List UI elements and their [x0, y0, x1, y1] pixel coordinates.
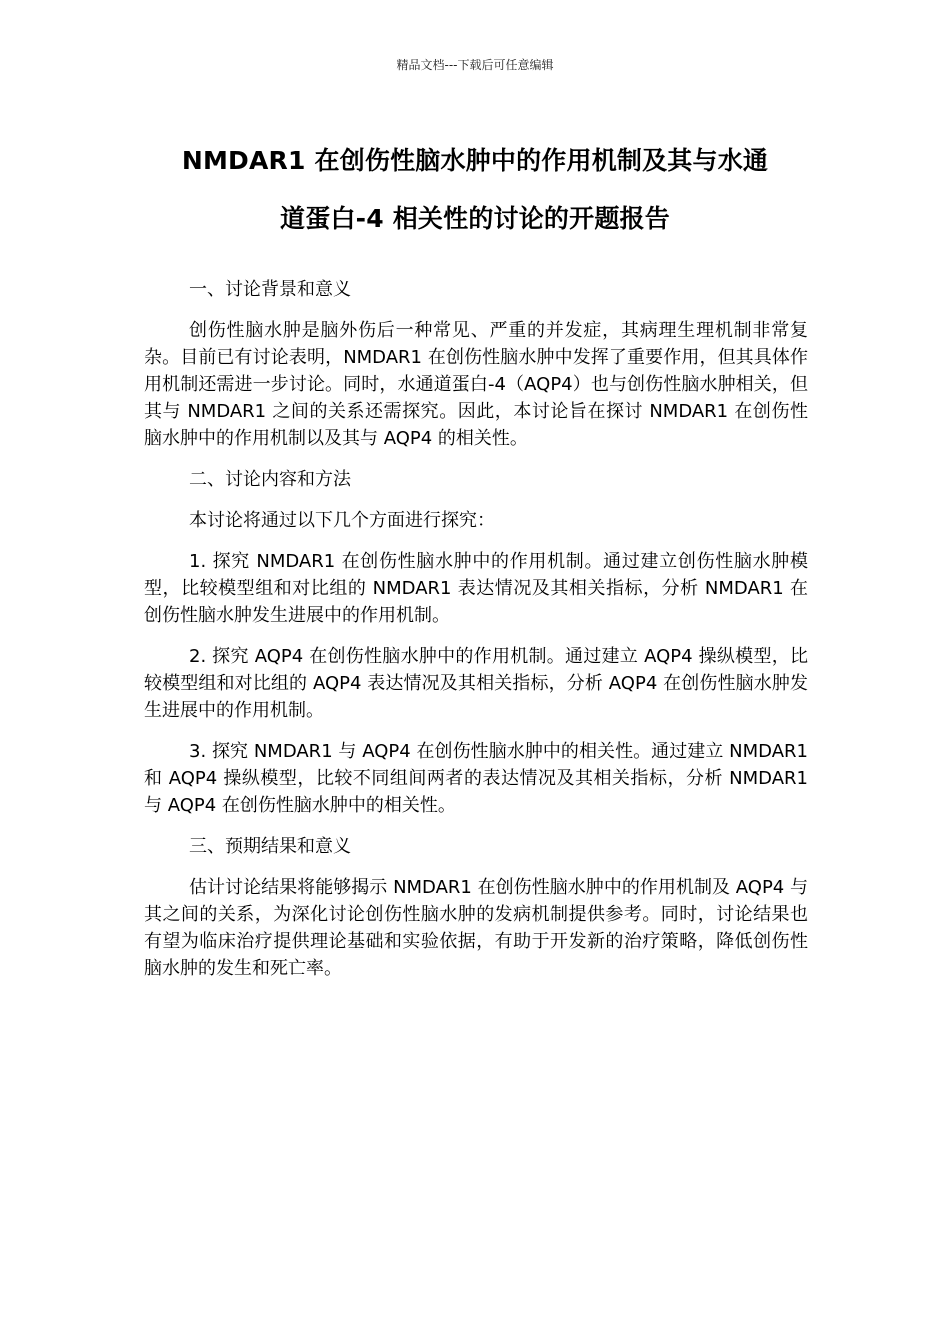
paragraph-method-item-2: 2. 探究 AQP4 在创伤性脑水肿中的作用机制。通过建立 AQP4 操纵模型，比较模型组和对比组的 AQP4 表达情况及其相关指标，分析 AQP4 在创伤性脑水肿发生进展中的作用机制。 [144, 646, 808, 721]
document-body [144, 276, 808, 996]
document-title-line-2: 道蛋白-4 相关性的讨论的开题报告 [280, 204, 670, 233]
section-heading-content-methods: 二、讨论内容和方法 [189, 469, 351, 490]
paragraph-method-item-1: 1. 探究 NMDAR1 在创伤性脑水肿中的作用机制。通过建立创伤性脑水肿模型，比较模型组和对比组的 NMDAR1 表达情况及其相关指标，分析 NMDAR1 在创伤性脑水肿发生进展中的作用机制。 [144, 551, 808, 626]
paragraph-expected-results: 估计讨论结果将能够揭示 NMDAR1 在创伤性脑水肿中的作用机制及 AQP4 与其之间的关系，为深化讨论创伤性脑水肿的发病机制提供参考。同时，讨论结果也有望为临床治疗提供理论基础和实验依据，有助于开发新的治疗策略，降低创伤性脑水肿的发生和死亡率。 [144, 877, 808, 979]
document-title [140, 132, 810, 248]
section-heading-expected-results: 三、预期结果和意义 [189, 836, 351, 857]
paragraph-background: 创伤性脑水肿是脑外伤后一种常见、严重的并发症，其病理生理机制非常复杂。目前已有讨论表明，NMDAR1 在创伤性脑水肿中发挥了重要作用，但其具体作用机制还需进一步讨论。同时，水通道蛋白-4（AQP4）也与创伤性脑水肿相关，但其与 NMDAR1 之间的关系还需探究。因此，本讨论旨在探讨 NMDAR1 在创伤性脑水肿中的作用机制以及其与 AQP4 的相关性。 [144, 320, 808, 449]
document-title-line-1: NMDAR1 在创伤性脑水肿中的作用机制及其与水通 [181, 146, 769, 175]
header-note: 精品文档---下载后可任意编辑 [396, 58, 554, 72]
paragraph-methods-intro: 本讨论将通过以下几个方面进行探究： [189, 510, 495, 531]
section-heading-background: 一、讨论背景和意义 [189, 279, 351, 300]
paragraph-method-item-3: 3. 探究 NMDAR1 与 AQP4 在创伤性脑水肿中的相关性。通过建立 NMDAR1 和 AQP4 操纵模型，比较不同组间两者的表达情况及其相关指标，分析 NMDAR1 与 AQP4 在创伤性脑水肿中的相关性。 [144, 741, 808, 816]
